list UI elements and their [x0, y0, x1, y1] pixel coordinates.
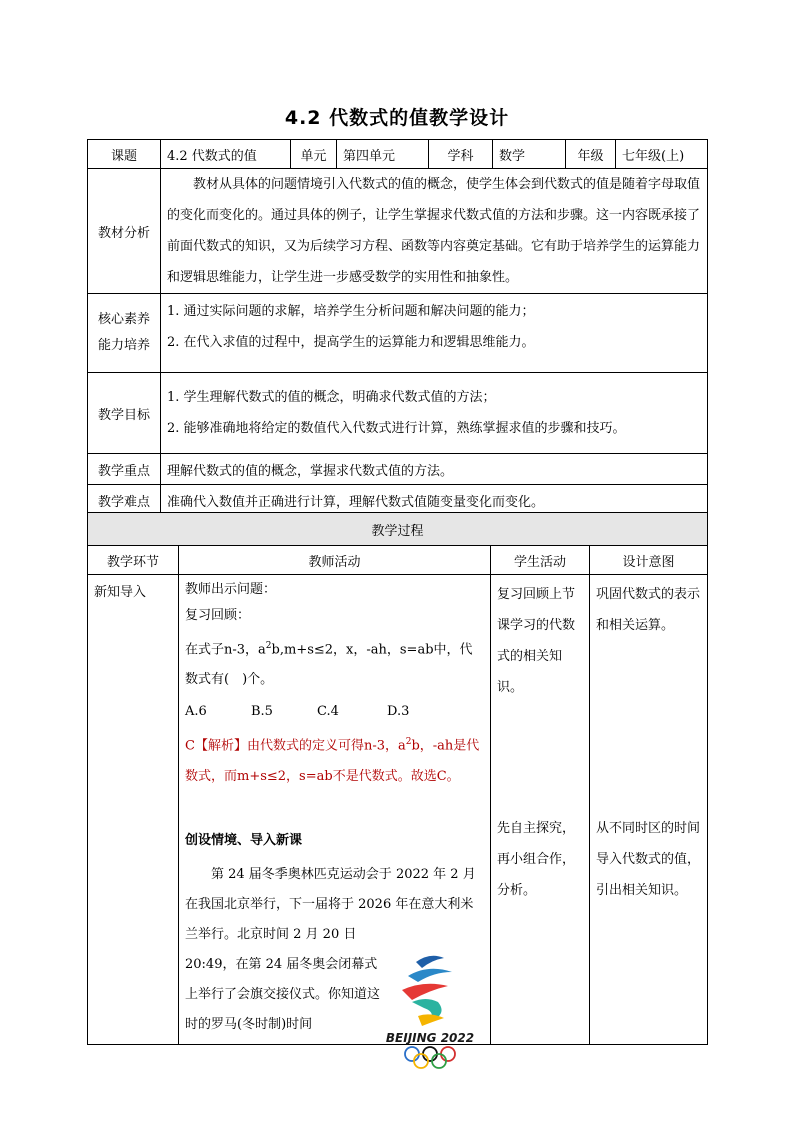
subject-label: 学科 — [429, 140, 493, 169]
goals-item-2: 2. 能够准确地将给定的数值代入代数式进行计算，熟练掌握求值的步骤和技巧。 — [167, 421, 626, 436]
process-header: 教学过程 — [88, 513, 708, 546]
keypoint-row — [88, 454, 708, 485]
difficulty-row — [88, 485, 708, 516]
literacy-label-line-2: 能力培养 — [97, 338, 150, 353]
answer-sup: 2 — [405, 737, 412, 748]
beijing-2022-emblem-icon — [378, 950, 482, 1074]
beijing-2022-logo — [378, 950, 482, 1090]
option-a: A.6 — [185, 704, 207, 720]
keypoint-label: 教学重点 — [88, 454, 161, 485]
stage-cell: 新知导入 — [88, 575, 179, 1045]
col-teacher: 教师活动 — [179, 546, 491, 575]
analysis-row — [88, 169, 708, 294]
literacy-list — [161, 294, 708, 373]
unit-label: 单元 — [291, 140, 337, 169]
page-title: 4.2 代数式的值教学设计 — [284, 107, 510, 129]
process-table — [87, 512, 708, 1045]
student-cell — [491, 575, 590, 1045]
grade-label: 年级 — [566, 140, 616, 169]
col-student: 学生活动 — [491, 546, 590, 575]
col-stage: 教学环节 — [88, 546, 179, 575]
intent-text-2: 从不同时区的时间导入代数式的值，引出相关知识。 — [596, 821, 701, 898]
goals-item-1: 1. 学生理解代数式的值的概念，明确求代数式值的方法； — [167, 390, 496, 405]
literacy-label-line-1: 核心素养 — [97, 312, 150, 327]
teacher-cell — [179, 575, 491, 1045]
teacher-line-1: 教师出示问题： — [185, 582, 277, 597]
question-sup: 2 — [265, 641, 272, 651]
difficulty-label: 教学难点 — [88, 485, 161, 516]
literacy-row — [88, 294, 708, 373]
process-row — [88, 575, 708, 1045]
option-d: D.3 — [387, 704, 410, 720]
logo-wordmark: BEIJING 2022 — [385, 1030, 475, 1045]
goals-list — [161, 373, 708, 454]
answer-text — [185, 727, 484, 791]
option-c: C.4 — [317, 704, 339, 720]
options-row — [185, 697, 484, 727]
analysis-label: 教材分析 — [88, 169, 161, 294]
literacy-item-1: 1. 通过实际问题的求解，培养学生分析问题和解决问题的能力； — [167, 304, 535, 319]
scene-text-a: 第 24 届冬季奥林匹克运动会于 2022 年 2 月在我国北京举行，下一届将于 2026 年在意大利米兰举行。北京时间 2 月 20 日 — [185, 866, 476, 942]
goals-label: 教学目标 — [88, 373, 161, 454]
student-text-2: 先自主探究，再小组合作，分析。 — [497, 821, 576, 898]
intent-cell — [590, 575, 708, 1045]
course-label: 课题 — [88, 140, 161, 169]
info-row — [88, 140, 708, 169]
answer-part-2: b，-ah是代数式，而m+s≤2，s=ab不是代数式。故选C。 — [185, 738, 480, 784]
keypoint-text: 理解代数式的值的概念，掌握求代数式值的方法。 — [161, 454, 708, 485]
question-text — [185, 631, 484, 695]
info-table — [87, 139, 708, 516]
goals-row — [88, 373, 708, 454]
difficulty-text: 准确代入数值并正确进行计算，理解代数式值随变量变化而变化。 — [161, 485, 708, 516]
student-text-1: 复习回顾上节课学习的代数式的相关知识。 — [497, 587, 576, 695]
analysis-text: 教材从具体的问题情境引入代数式的值的概念，使学生体会到代数式的值是随着字母取值的变化而变化的。通过具体的例子，让学生掌握求代数式值的方法和步骤。这一内容既承接了前面代数式的知识，又为后续学习方程、函数等内容奠定基础。它有助于培养学生的运算能力和逻辑思维能力，让学生进一步感受数学的实用性和抽象性。 — [161, 169, 708, 294]
answer-part-1: C【解析】由代数式的定义可得n-3，a — [185, 738, 406, 754]
question-part-2: b,m+s≤2，x，-ah，s=ab中，代数式有( )个。 — [185, 642, 473, 688]
col-intent: 设计意图 — [590, 546, 708, 575]
scene-text-b: 20:49，在第 24 届冬奥会闭幕式上举行了会旗交接仪式。你知道这时的罗马(冬时制)时间 — [185, 956, 381, 1032]
scene-title: 创设情境、导入新课 — [185, 832, 303, 848]
intent-text-1: 巩固代数式的表示和相关运算。 — [596, 587, 701, 633]
course-value: 4.2 代数式的值 — [161, 140, 291, 169]
unit-value: 第四单元 — [337, 140, 429, 169]
literacy-label — [88, 294, 161, 373]
subject-value: 数学 — [493, 140, 566, 169]
question-part-1: 在式子n-3，a — [185, 642, 266, 658]
process-header-row — [88, 513, 708, 546]
scene-block — [185, 950, 484, 1045]
option-b: B.5 — [251, 704, 273, 720]
literacy-item-2: 2. 在代入求值的过程中，提高学生的运算能力和逻辑思维能力。 — [167, 335, 535, 350]
grade-value: 七年级(上) — [616, 140, 708, 169]
process-column-row — [88, 546, 708, 575]
teacher-line-2: 复习回顾： — [185, 608, 251, 623]
